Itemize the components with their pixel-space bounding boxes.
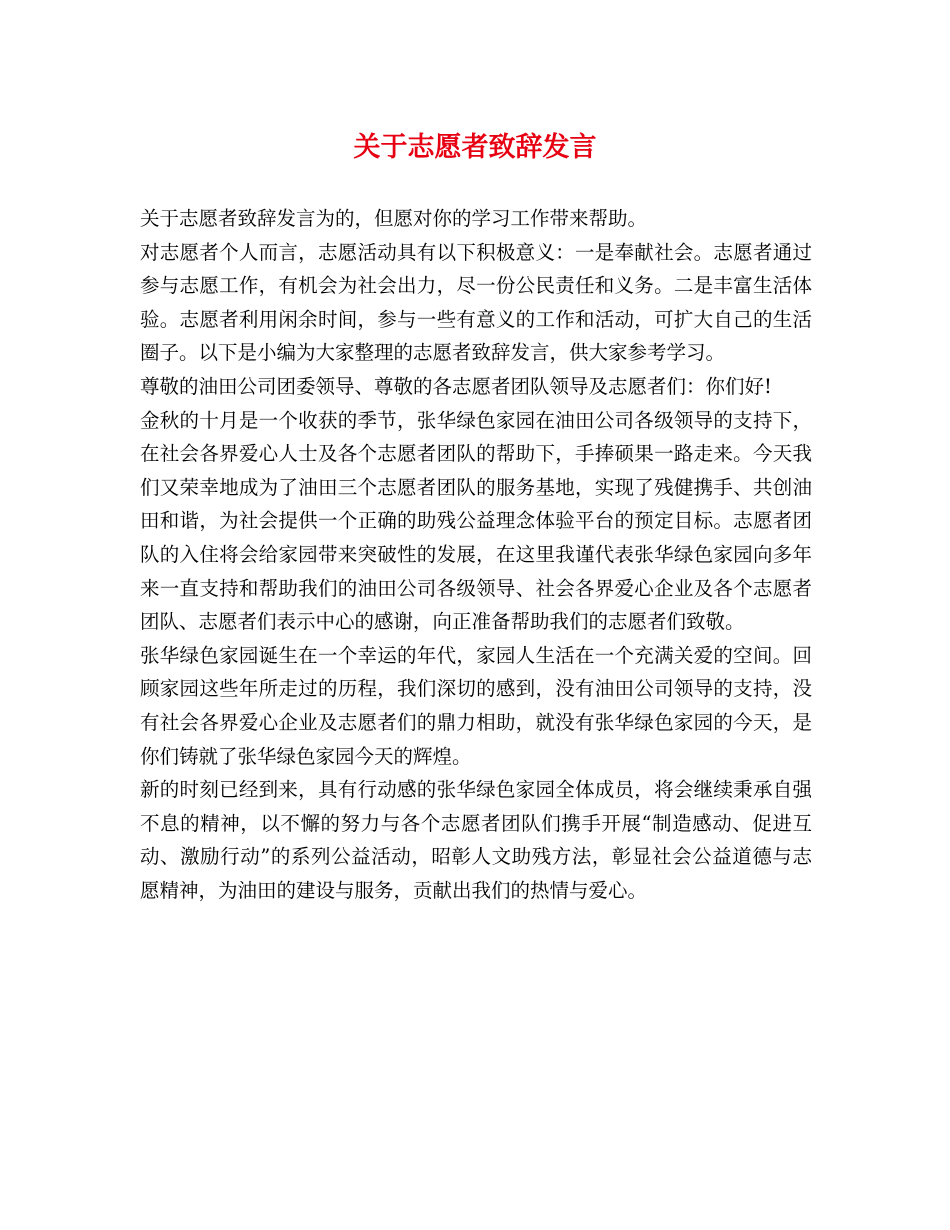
paragraph-future: 新的时刻已经到来，具有行动感的张华绿色家园全体成员，将会继续秉承自强不息的精神，以不懈的努力与各个志愿者团队们携手开展“制造感动、促进互动、激励行动”的系列公益活动，昭彰人文助残方法，彰显社会公益道德与志愿精神，为油田的建设与服务，贡献出我们的热情与爱心。 [140,778,812,902]
paragraph-history: 张华绿色家园诞生在一个幸运的年代，家园人生活在一个充满关爱的空间。回顾家园这些年所走过的历程，我们深切的感到，没有油田公司领导的支持，没有社会各界爱心企业及志愿者们的鼎力相助，就没有张华绿色家园的今天，是你们铸就了张华绿色家园今天的辉煌。 [140,643,812,768]
document-title: 关于志愿者致辞发言 [353,132,597,163]
paragraph-meaning: 对志愿者个人而言，志愿活动具有以下积极意义：一是奉献社会。志愿者通过参与志愿工作，有机会为社会出力，尽一份公民责任和义务。二是丰富生活体验。志愿者利用闲余时间，参与一些有意义的工作和活动，可扩大自己的生活圈子。以下是小编为大家整理的志愿者致辞发言，供大家参考学习。 [140,240,812,365]
paragraph-harvest: 金秋的十月是一个收获的季节，张华绿色家园在油田公司各级领导的支持下，在社会各界爱心人士及各个志愿者团队的帮助下，手捧硕果一路走来。今天我们又荣幸地成为了油田三个志愿者团队的服务基地，实现了残健携手、共创油田和谐，为社会提供一个正确的助残公益理念体验平台的预定目标。志愿者团队的入住将会给家园带来突破性的发展，在这里我谨代表张华绿色家园向多年来一直支持和帮助我们的油田公司各级领导、社会各界爱心企业及各个志愿者团队、志愿者们表示中心的感谢，向正准备帮助我们的志愿者们致敬。 [140,408,812,634]
paragraph-greeting: 尊敬的油田公司团委领导、尊敬的各志愿者团队领导及志愿者们：你们好! [140,374,772,398]
document-body [140,202,812,907]
paragraph-intro: 关于志愿者致辞发言为的，但愿对你的学习工作带来帮助。 [140,207,648,230]
